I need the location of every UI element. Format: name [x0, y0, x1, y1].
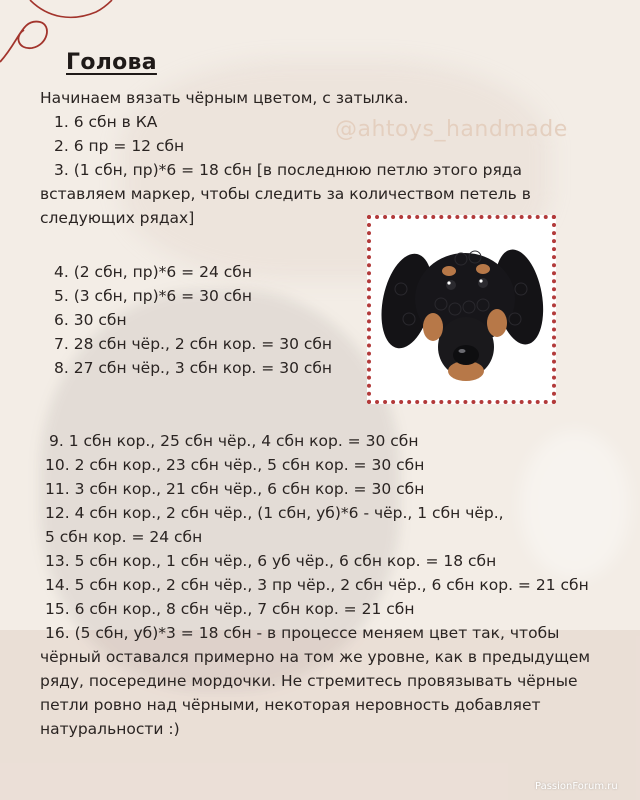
- step-11: 11. 3 сбн кор., 21 сбн чёр., 6 сбн кор. = 30 сбн: [45, 480, 425, 498]
- step-14: 14. 5 сбн кор., 2 сбн чёр., 3 пр чёр., 2 сбн чёр., 6 сбн кор. = 21 сбн: [45, 576, 589, 594]
- step-9: 9. 1 сбн кор., 25 сбн чёр., 4 сбн кор. = 30 сбн: [49, 432, 419, 450]
- instructions-list: [40, 110, 615, 741]
- step-12: 12. 4 сбн кор., 2 сбн чёр., (1 сбн, уб)*6 - чёр., 1 сбн чёр.,: [45, 504, 504, 522]
- step-16-cont: натуральности :): [40, 720, 180, 738]
- step-16-cont: петли ровно над чёрными, некоторая неровность добавляет: [40, 696, 541, 714]
- step-16: 16. (5 сбн, уб)*3 = 18 сбн - в процессе меняем цвет так, чтобы: [45, 624, 560, 642]
- step-15: 15. 6 сбн кор., 8 сбн чёр., 7 сбн кор. = 21 сбн: [45, 600, 415, 618]
- step-1: 1. 6 сбн в КА: [54, 113, 158, 131]
- step-10: 10. 2 сбн кор., 23 сбн чёр., 5 сбн кор. = 30 сбн: [45, 456, 425, 474]
- step-3-cont: следующих рядах]: [40, 209, 195, 227]
- step-16-cont: ряду, посередине мордочки. Не стремитесь провязывать чёрные: [40, 672, 578, 690]
- site-watermark: PassionForum.ru: [535, 781, 618, 792]
- page-title: Голова: [66, 50, 157, 75]
- step-8: 8. 27 сбн чёр., 3 сбн кор. = 30 сбн: [54, 359, 333, 377]
- step-5: 5. (3 сбн, пр)*6 = 30 сбн: [54, 287, 252, 305]
- intro-text: Начинаем вязать чёрным цветом, с затылка.: [40, 89, 409, 107]
- step-3-cont: вставляем маркер, чтобы следить за количеством петель в: [40, 185, 531, 203]
- step-3: 3. (1 сбн, пр)*6 = 18 сбн [в последнюю петлю этого ряда: [54, 161, 522, 179]
- step-4: 4. (2 сбн, пр)*6 = 24 сбн: [54, 263, 252, 281]
- step-2: 2. 6 пр = 12 сбн: [54, 137, 185, 155]
- decorative-swirl-icon: [0, 0, 120, 90]
- step-6: 6. 30 сбн: [54, 311, 127, 329]
- dachshund-head-photo: [367, 215, 556, 404]
- step-12-cont: 5 сбн кор. = 24 сбн: [45, 528, 203, 546]
- step-13: 13. 5 сбн кор., 1 сбн чёр., 6 уб чёр., 6 сбн кор. = 18 сбн: [45, 552, 497, 570]
- watermark: @ahtoys_handmade: [335, 117, 568, 142]
- dachshund-head-icon: [371, 219, 552, 400]
- step-7: 7. 28 сбн чёр., 2 сбн кор. = 30 сбн: [54, 335, 333, 353]
- step-16-cont: чёрный оставался примерно на том же уровне, как в предыдущем: [40, 648, 591, 666]
